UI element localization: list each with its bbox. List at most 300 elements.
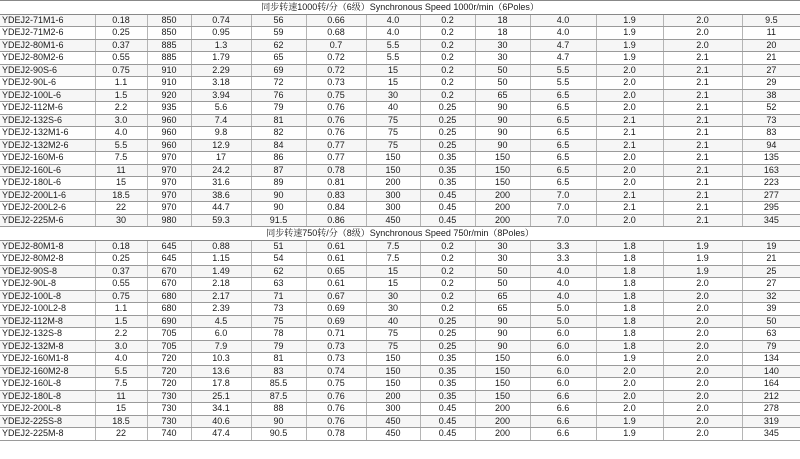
value-cell: 78 — [251, 328, 306, 341]
value-cell: 30 — [366, 89, 420, 102]
value-cell: 885 — [147, 52, 191, 65]
value-cell: 670 — [147, 265, 191, 278]
value-cell: 24.2 — [191, 164, 251, 177]
value-cell: 1.3 — [191, 39, 251, 52]
value-cell: 150 — [475, 164, 530, 177]
value-cell: 5.5 — [366, 39, 420, 52]
value-cell: 0.77 — [306, 152, 366, 165]
value-cell: 75 — [366, 328, 420, 341]
value-cell: 2.0 — [663, 390, 742, 403]
value-cell: 0.35 — [420, 378, 475, 391]
value-cell: 30 — [475, 240, 530, 253]
value-cell: 2.1 — [663, 64, 742, 77]
value-cell: 18.5 — [95, 189, 147, 202]
value-cell: 150 — [475, 390, 530, 403]
value-cell: 30 — [366, 290, 420, 303]
model-cell: YDEJ2-112M-6 — [0, 102, 95, 115]
value-cell: 2.17 — [191, 290, 251, 303]
value-cell: 18.5 — [95, 415, 147, 428]
value-cell: 0.76 — [306, 390, 366, 403]
value-cell: 2.0 — [663, 14, 742, 27]
value-cell: 83 — [742, 127, 800, 140]
value-cell: 0.25 — [420, 315, 475, 328]
value-cell: 2.0 — [596, 177, 663, 190]
model-cell: YDEJ2-180L-6 — [0, 177, 95, 190]
value-cell: 1.8 — [596, 240, 663, 253]
value-cell: 450 — [366, 428, 420, 441]
model-cell: YDEJ2-132S-8 — [0, 328, 95, 341]
value-cell: 90 — [475, 114, 530, 127]
value-cell: 17.8 — [191, 378, 251, 391]
table-row — [0, 27, 800, 40]
value-cell: 50 — [475, 278, 530, 291]
value-cell: 0.37 — [95, 39, 147, 52]
value-cell: 2.0 — [663, 428, 742, 441]
value-cell: 2.1 — [663, 139, 742, 152]
value-cell: 2.1 — [663, 102, 742, 115]
value-cell: 2.1 — [663, 89, 742, 102]
value-cell: 2.0 — [596, 365, 663, 378]
value-cell: 6.5 — [530, 152, 596, 165]
value-cell: 0.2 — [420, 290, 475, 303]
value-cell: 65 — [475, 290, 530, 303]
table-row — [0, 14, 800, 27]
value-cell: 0.78 — [306, 428, 366, 441]
value-cell: 150 — [366, 164, 420, 177]
value-cell: 0.2 — [420, 77, 475, 90]
value-cell: 2.1 — [663, 52, 742, 65]
value-cell: 1.9 — [596, 52, 663, 65]
value-cell: 0.73 — [306, 77, 366, 90]
value-cell: 200 — [475, 202, 530, 215]
model-cell: YDEJ2-160M-6 — [0, 152, 95, 165]
value-cell: 6.0 — [530, 378, 596, 391]
value-cell: 91.5 — [251, 214, 306, 227]
value-cell: 7.0 — [530, 189, 596, 202]
value-cell: 0.69 — [306, 303, 366, 316]
table-row — [0, 278, 800, 291]
value-cell: 0.25 — [420, 340, 475, 353]
value-cell: 7.4 — [191, 114, 251, 127]
value-cell: 200 — [475, 415, 530, 428]
value-cell: 1.8 — [596, 328, 663, 341]
model-cell: YDEJ2-200L1-6 — [0, 189, 95, 202]
value-cell: 38 — [742, 89, 800, 102]
value-cell: 76 — [251, 89, 306, 102]
value-cell: 720 — [147, 365, 191, 378]
value-cell: 730 — [147, 403, 191, 416]
value-cell: 150 — [366, 353, 420, 366]
value-cell: 2.1 — [663, 164, 742, 177]
table-row — [0, 428, 800, 441]
value-cell: 1.9 — [596, 353, 663, 366]
value-cell: 0.75 — [95, 290, 147, 303]
value-cell: 200 — [475, 214, 530, 227]
value-cell: 87 — [251, 164, 306, 177]
value-cell: 0.35 — [420, 365, 475, 378]
table-row — [0, 39, 800, 52]
value-cell: 3.3 — [530, 253, 596, 266]
value-cell: 50 — [742, 315, 800, 328]
table-row — [0, 378, 800, 391]
model-cell: YDEJ2-180L-8 — [0, 390, 95, 403]
value-cell: 1.8 — [596, 315, 663, 328]
value-cell: 79 — [251, 102, 306, 115]
value-cell: 920 — [147, 89, 191, 102]
model-cell: YDEJ2-225M-8 — [0, 428, 95, 441]
value-cell: 38.6 — [191, 189, 251, 202]
value-cell: 1.8 — [596, 290, 663, 303]
value-cell: 200 — [366, 177, 420, 190]
value-cell: 0.2 — [420, 14, 475, 27]
value-cell: 1.9 — [663, 265, 742, 278]
value-cell: 11 — [95, 164, 147, 177]
value-cell: 34.1 — [191, 403, 251, 416]
value-cell: 40 — [366, 102, 420, 115]
value-cell: 59.3 — [191, 214, 251, 227]
value-cell: 11 — [742, 27, 800, 40]
value-cell: 1.79 — [191, 52, 251, 65]
table-body — [0, 1, 800, 441]
value-cell: 6.5 — [530, 102, 596, 115]
value-cell: 2.0 — [596, 378, 663, 391]
model-cell: YDEJ2-160L-8 — [0, 378, 95, 391]
value-cell: 6.0 — [530, 353, 596, 366]
value-cell: 30 — [95, 214, 147, 227]
value-cell: 1.9 — [663, 240, 742, 253]
value-cell: 5.5 — [95, 365, 147, 378]
value-cell: 6.6 — [530, 403, 596, 416]
model-cell: YDEJ2-160M2-8 — [0, 365, 95, 378]
value-cell: 2.0 — [663, 303, 742, 316]
value-cell: 6.5 — [530, 164, 596, 177]
value-cell: 150 — [475, 177, 530, 190]
value-cell: 0.61 — [306, 253, 366, 266]
value-cell: 6.6 — [530, 428, 596, 441]
table-row — [0, 102, 800, 115]
value-cell: 21 — [742, 52, 800, 65]
value-cell: 4.0 — [95, 353, 147, 366]
value-cell: 0.95 — [191, 27, 251, 40]
value-cell: 960 — [147, 139, 191, 152]
value-cell: 0.73 — [306, 340, 366, 353]
value-cell: 9.8 — [191, 127, 251, 140]
value-cell: 910 — [147, 77, 191, 90]
value-cell: 2.0 — [663, 27, 742, 40]
value-cell: 2.0 — [596, 77, 663, 90]
value-cell: 84 — [251, 139, 306, 152]
value-cell: 850 — [147, 14, 191, 27]
value-cell: 0.18 — [95, 14, 147, 27]
table-row — [0, 64, 800, 77]
value-cell: 6.6 — [530, 390, 596, 403]
table-row — [0, 390, 800, 403]
value-cell: 73 — [742, 114, 800, 127]
value-cell: 2.0 — [663, 278, 742, 291]
table-row — [0, 265, 800, 278]
value-cell: 0.76 — [306, 415, 366, 428]
value-cell: 89 — [251, 177, 306, 190]
table-row — [0, 139, 800, 152]
value-cell: 0.25 — [420, 127, 475, 140]
value-cell: 19 — [742, 240, 800, 253]
value-cell: 1.9 — [596, 428, 663, 441]
value-cell: 0.25 — [420, 102, 475, 115]
value-cell: 6.5 — [530, 177, 596, 190]
value-cell: 850 — [147, 27, 191, 40]
value-cell: 86 — [251, 152, 306, 165]
value-cell: 319 — [742, 415, 800, 428]
value-cell: 200 — [475, 403, 530, 416]
value-cell: 645 — [147, 253, 191, 266]
value-cell: 75 — [366, 114, 420, 127]
value-cell: 2.0 — [596, 214, 663, 227]
model-cell: YDEJ2-80M1-6 — [0, 39, 95, 52]
value-cell: 980 — [147, 214, 191, 227]
value-cell: 1.15 — [191, 253, 251, 266]
value-cell: 690 — [147, 315, 191, 328]
value-cell: 680 — [147, 290, 191, 303]
value-cell: 150 — [366, 152, 420, 165]
value-cell: 135 — [742, 152, 800, 165]
value-cell: 970 — [147, 152, 191, 165]
value-cell: 75 — [366, 139, 420, 152]
value-cell: 1.9 — [596, 27, 663, 40]
value-cell: 0.84 — [306, 202, 366, 215]
model-cell: YDEJ2-112M-8 — [0, 315, 95, 328]
value-cell: 0.78 — [306, 164, 366, 177]
value-cell: 0.25 — [420, 328, 475, 341]
value-cell: 15 — [366, 278, 420, 291]
model-cell: YDEJ2-100L2-8 — [0, 303, 95, 316]
value-cell: 1.5 — [95, 89, 147, 102]
value-cell: 2.1 — [596, 139, 663, 152]
table-row — [0, 240, 800, 253]
model-cell: YDEJ2-71M1-6 — [0, 14, 95, 27]
value-cell: 47.4 — [191, 428, 251, 441]
table-row — [0, 152, 800, 165]
value-cell: 200 — [475, 428, 530, 441]
value-cell: 0.74 — [191, 14, 251, 27]
value-cell: 0.35 — [420, 152, 475, 165]
value-cell: 0.7 — [306, 39, 366, 52]
value-cell: 278 — [742, 403, 800, 416]
model-cell: YDEJ2-132M-8 — [0, 340, 95, 353]
value-cell: 970 — [147, 202, 191, 215]
table-row — [0, 353, 800, 366]
value-cell: 40 — [366, 315, 420, 328]
value-cell: 0.2 — [420, 303, 475, 316]
value-cell: 1.8 — [596, 303, 663, 316]
value-cell: 7.9 — [191, 340, 251, 353]
value-cell: 21 — [742, 253, 800, 266]
value-cell: 90.5 — [251, 428, 306, 441]
value-cell: 0.2 — [420, 265, 475, 278]
value-cell: 2.0 — [663, 340, 742, 353]
value-cell: 2.2 — [95, 328, 147, 341]
value-cell: 75 — [366, 127, 420, 140]
value-cell: 50 — [475, 77, 530, 90]
model-cell: YDEJ2-160L-6 — [0, 164, 95, 177]
value-cell: 0.61 — [306, 240, 366, 253]
section-title: 同步转速750转/分（8级）Synchronous Speed 750r/min（8Poles） — [0, 227, 800, 241]
value-cell: 2.2 — [95, 102, 147, 115]
value-cell: 4.0 — [366, 14, 420, 27]
value-cell: 30 — [475, 52, 530, 65]
value-cell: 0.61 — [306, 278, 366, 291]
table-row — [0, 77, 800, 90]
value-cell: 150 — [475, 365, 530, 378]
value-cell: 30 — [366, 303, 420, 316]
value-cell: 5.6 — [191, 102, 251, 115]
table-row — [0, 290, 800, 303]
value-cell: 740 — [147, 428, 191, 441]
value-cell: 6.0 — [530, 328, 596, 341]
model-cell: YDEJ2-90S-8 — [0, 265, 95, 278]
model-cell: YDEJ2-90L-6 — [0, 77, 95, 90]
value-cell: 63 — [251, 278, 306, 291]
value-cell: 1.5 — [95, 315, 147, 328]
value-cell: 0.76 — [306, 127, 366, 140]
value-cell: 15 — [95, 403, 147, 416]
value-cell: 25.1 — [191, 390, 251, 403]
value-cell: 2.0 — [596, 152, 663, 165]
table-row — [0, 189, 800, 202]
table-row — [0, 164, 800, 177]
value-cell: 22 — [95, 428, 147, 441]
value-cell: 2.0 — [596, 64, 663, 77]
table-row — [0, 114, 800, 127]
value-cell: 300 — [366, 202, 420, 215]
value-cell: 7.5 — [95, 378, 147, 391]
value-cell: 0.65 — [306, 265, 366, 278]
value-cell: 705 — [147, 340, 191, 353]
value-cell: 2.0 — [663, 378, 742, 391]
value-cell: 2.0 — [663, 328, 742, 341]
value-cell: 0.25 — [95, 27, 147, 40]
value-cell: 2.1 — [663, 77, 742, 90]
value-cell: 25 — [742, 265, 800, 278]
value-cell: 51 — [251, 240, 306, 253]
value-cell: 680 — [147, 303, 191, 316]
value-cell: 0.45 — [420, 189, 475, 202]
value-cell: 0.73 — [306, 353, 366, 366]
value-cell: 2.1 — [663, 177, 742, 190]
value-cell: 90 — [475, 139, 530, 152]
value-cell: 90 — [251, 202, 306, 215]
table-row — [0, 202, 800, 215]
value-cell: 18 — [475, 14, 530, 27]
table-row — [0, 177, 800, 190]
model-cell: YDEJ2-100L-6 — [0, 89, 95, 102]
value-cell: 910 — [147, 64, 191, 77]
model-cell: YDEJ2-132S-6 — [0, 114, 95, 127]
value-cell: 0.55 — [95, 278, 147, 291]
value-cell: 970 — [147, 177, 191, 190]
value-cell: 0.76 — [306, 114, 366, 127]
table-row — [0, 214, 800, 227]
value-cell: 32 — [742, 290, 800, 303]
value-cell: 6.0 — [530, 365, 596, 378]
value-cell: 0.66 — [306, 14, 366, 27]
table-row — [0, 89, 800, 102]
value-cell: 935 — [147, 102, 191, 115]
value-cell: 56 — [251, 14, 306, 27]
value-cell: 2.1 — [663, 114, 742, 127]
value-cell: 5.5 — [366, 52, 420, 65]
value-cell: 720 — [147, 378, 191, 391]
value-cell: 150 — [366, 365, 420, 378]
value-cell: 27 — [742, 64, 800, 77]
value-cell: 2.1 — [596, 127, 663, 140]
value-cell: 0.45 — [420, 403, 475, 416]
value-cell: 3.0 — [95, 340, 147, 353]
value-cell: 0.35 — [420, 177, 475, 190]
value-cell: 65 — [475, 89, 530, 102]
value-cell: 0.67 — [306, 290, 366, 303]
value-cell: 40.6 — [191, 415, 251, 428]
value-cell: 2.1 — [596, 202, 663, 215]
value-cell: 90 — [251, 415, 306, 428]
value-cell: 300 — [366, 189, 420, 202]
section-title: 同步转速1000转/分（6级）Synchronous Speed 1000r/min（6Poles） — [0, 1, 800, 15]
value-cell: 345 — [742, 428, 800, 441]
table-row — [0, 315, 800, 328]
value-cell: 3.3 — [530, 240, 596, 253]
value-cell: 2.0 — [663, 415, 742, 428]
value-cell: 0.81 — [306, 177, 366, 190]
value-cell: 277 — [742, 189, 800, 202]
section-header — [0, 227, 800, 241]
value-cell: 0.2 — [420, 89, 475, 102]
value-cell: 30 — [475, 253, 530, 266]
value-cell: 15 — [366, 77, 420, 90]
value-cell: 81 — [251, 114, 306, 127]
value-cell: 0.55 — [95, 52, 147, 65]
value-cell: 0.74 — [306, 365, 366, 378]
value-cell: 0.45 — [420, 214, 475, 227]
value-cell: 6.5 — [530, 127, 596, 140]
model-cell: YDEJ2-100L-8 — [0, 290, 95, 303]
value-cell: 0.2 — [420, 52, 475, 65]
value-cell: 7.5 — [95, 152, 147, 165]
value-cell: 150 — [475, 353, 530, 366]
value-cell: 0.69 — [306, 315, 366, 328]
value-cell: 0.35 — [420, 164, 475, 177]
value-cell: 0.25 — [420, 139, 475, 152]
value-cell: 30 — [475, 39, 530, 52]
value-cell: 0.75 — [306, 378, 366, 391]
value-cell: 5.5 — [530, 64, 596, 77]
value-cell: 90 — [475, 340, 530, 353]
value-cell: 1.8 — [596, 340, 663, 353]
value-cell: 150 — [366, 378, 420, 391]
value-cell: 0.77 — [306, 139, 366, 152]
value-cell: 134 — [742, 353, 800, 366]
table-row — [0, 52, 800, 65]
value-cell: 1.9 — [596, 415, 663, 428]
value-cell: 200 — [366, 390, 420, 403]
value-cell: 1.9 — [596, 14, 663, 27]
table-row — [0, 127, 800, 140]
value-cell: 2.0 — [596, 164, 663, 177]
value-cell: 0.37 — [95, 265, 147, 278]
value-cell: 0.2 — [420, 240, 475, 253]
value-cell: 0.68 — [306, 27, 366, 40]
model-cell: YDEJ2-71M2-6 — [0, 27, 95, 40]
value-cell: 4.0 — [530, 278, 596, 291]
value-cell: 5.0 — [530, 303, 596, 316]
